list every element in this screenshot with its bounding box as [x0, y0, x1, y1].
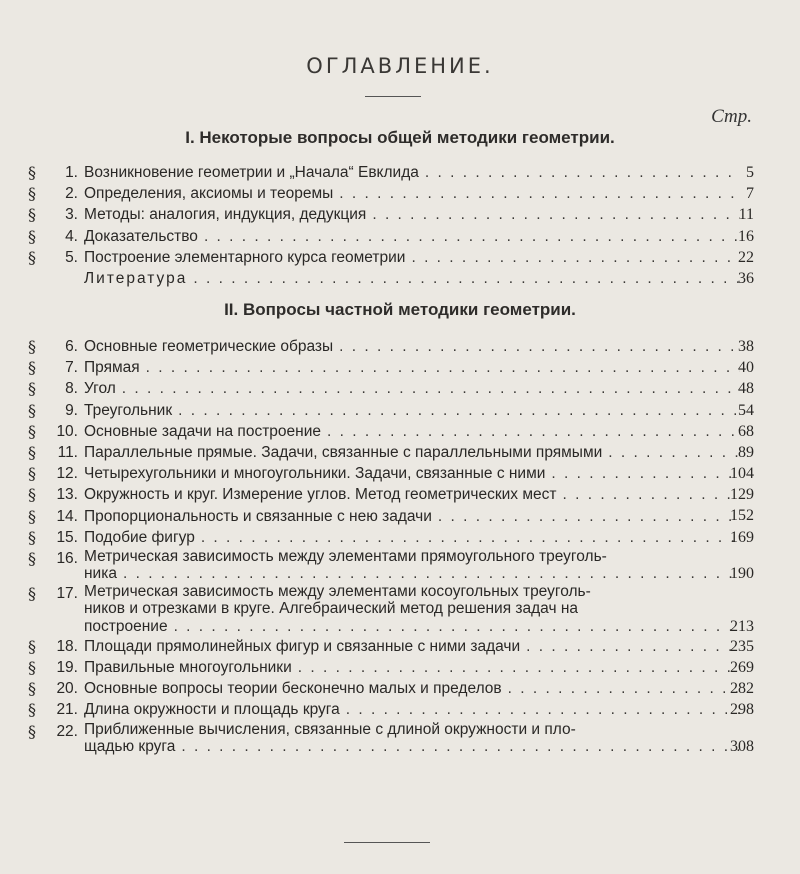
toc-entry	[0, 247, 800, 268]
entry-title-line: Доказательство	[84, 227, 198, 245]
section-symbol: §	[28, 421, 36, 441]
entry-title-line: Методы: аналогия, индукция, дедукция	[84, 206, 367, 224]
section-number: 21.	[56, 701, 78, 719]
literature-entry	[0, 268, 800, 289]
section-symbol: §	[28, 163, 36, 182]
entry-title-line: щадью круга	[84, 738, 176, 756]
page-number: 308	[730, 738, 754, 756]
section-number: 7.	[65, 359, 78, 377]
page-number: 129	[730, 486, 754, 504]
section-symbol: §	[28, 485, 36, 505]
section-symbol: §	[28, 721, 36, 741]
entry-title-line: Приближенные вычисления, связанные с длиной окружности и пло-	[84, 720, 576, 738]
section-symbol: §	[28, 636, 36, 656]
section-symbol: §	[28, 464, 36, 484]
section-symbol: §	[28, 226, 36, 246]
dot-leader	[425, 162, 740, 183]
entry-title-line: Треугольник	[84, 401, 173, 419]
footer-rule	[344, 842, 430, 843]
page-number: 282	[730, 680, 754, 698]
page-number: 152	[730, 507, 754, 525]
toc-entry	[0, 226, 800, 247]
toc-entry	[0, 357, 800, 378]
entry-title-line: Правильные многоугольники	[84, 659, 292, 677]
section-number: 3.	[65, 206, 78, 224]
section-number: 19.	[56, 659, 78, 677]
dot-leader	[178, 400, 740, 421]
page-number: 190	[730, 565, 754, 583]
section-symbol: §	[28, 247, 36, 267]
section-number: 17.	[56, 584, 78, 602]
entry-title-line: Длина окружности и площадь круга	[84, 701, 340, 719]
section-symbol: §	[28, 442, 36, 462]
page-number: 169	[730, 528, 754, 546]
toc-entry	[0, 699, 800, 720]
toc-entry	[0, 506, 800, 527]
page-number: 36	[738, 269, 754, 287]
section-number: 18.	[56, 637, 78, 655]
section-number: 9.	[65, 401, 78, 419]
entry-title-line: Литература	[84, 269, 188, 287]
toc-entry	[0, 442, 800, 463]
section-number: 4.	[65, 227, 78, 245]
section-number: 10.	[56, 422, 78, 440]
section-number: 2.	[65, 185, 78, 203]
toc-entry	[0, 463, 800, 484]
entry-title-line: Четырехугольники и многоугольники. Задачи, связанные с ними	[84, 465, 546, 483]
toc-entry	[0, 527, 800, 548]
section-symbol: §	[28, 679, 36, 699]
page-number: 269	[730, 659, 754, 677]
title-underline	[365, 96, 421, 97]
dot-leader	[551, 463, 740, 484]
section-symbol: §	[28, 506, 36, 526]
toc-entry	[0, 400, 800, 421]
dot-leader	[508, 678, 740, 699]
dot-leader	[123, 565, 740, 583]
entry-title-line: Параллельные прямые. Задачи, связанные с параллельными прямыми	[84, 443, 603, 461]
page-number: 89	[738, 443, 754, 461]
dot-leader	[372, 204, 740, 225]
dot-leader	[122, 378, 740, 399]
toc-entry	[0, 484, 800, 505]
section-number: 11.	[57, 443, 78, 461]
section-number: 5.	[65, 248, 78, 266]
toc-entry	[0, 421, 800, 442]
page-number: 48	[738, 380, 754, 398]
entry-title-line: ников и отрезками в круге. Алгебраический метод решения задач на	[84, 600, 579, 618]
dot-leader	[327, 421, 740, 442]
toc-entry	[0, 636, 800, 657]
dot-leader	[204, 226, 740, 247]
section-number: 22.	[56, 722, 78, 740]
entry-title-line: Угол	[84, 380, 116, 398]
dot-leader	[438, 506, 740, 527]
toc-entry	[0, 378, 800, 399]
part1-heading: I. Некоторые вопросы общей методики геометрии.	[185, 128, 615, 147]
section-number: 16.	[56, 549, 78, 567]
page-number: 11	[738, 206, 754, 224]
dot-leader	[298, 657, 740, 678]
page-number: 7	[746, 185, 754, 203]
section-number: 6.	[65, 338, 78, 355]
dot-leader	[339, 336, 740, 357]
entry-title-line: ника	[84, 565, 117, 583]
page-number: 16	[738, 227, 754, 245]
entry-title-line: Основные задачи на построение	[84, 422, 321, 440]
section-symbol: §	[28, 205, 36, 225]
toc-entry	[0, 336, 800, 357]
page-number: 104	[730, 465, 754, 483]
dot-leader	[193, 268, 740, 289]
entry-title-line: Подобие фигур	[84, 528, 195, 546]
section-number: 20.	[56, 680, 78, 698]
dot-leader	[201, 527, 740, 548]
section-number: 13.	[56, 486, 78, 504]
page-number: 298	[730, 701, 754, 719]
section-number: 14.	[56, 507, 78, 525]
entry-title-line: Прямая	[84, 359, 140, 377]
section-number: 8.	[65, 380, 78, 398]
part1-list	[0, 162, 800, 289]
page-number: 235	[730, 637, 754, 655]
entry-title-line: Возникновение геометрии и „Начала“ Евклида	[84, 164, 419, 181]
dot-leader	[411, 247, 740, 268]
dot-leader	[526, 636, 740, 657]
page-number: 38	[738, 337, 754, 355]
part2-list	[0, 336, 800, 756]
entry-title-line: Метрическая зависимость между элементами косоугольных треуголь-	[84, 582, 591, 600]
page-number: 54	[738, 401, 754, 419]
toc-entry	[0, 183, 800, 204]
section-symbol: §	[28, 583, 36, 603]
section-symbol: §	[28, 184, 36, 204]
toc-entry	[0, 721, 800, 756]
section-symbol: §	[28, 358, 36, 378]
section-number: 15.	[56, 528, 78, 546]
section-symbol: §	[28, 658, 36, 678]
toc-entry	[0, 657, 800, 678]
entry-title-line: Площади прямолинейных фигур и связанные с ними задачи	[84, 637, 521, 655]
section-symbol: §	[28, 548, 36, 568]
section-number: 1.	[65, 164, 78, 181]
page-number: 68	[738, 422, 754, 440]
section-symbol: §	[28, 527, 36, 547]
toc-entry	[0, 162, 800, 183]
dot-leader	[174, 618, 740, 636]
section-symbol: §	[28, 400, 36, 420]
dot-leader	[146, 357, 740, 378]
page-number: 22	[738, 248, 754, 266]
dot-leader	[339, 183, 740, 204]
page-number: 5	[746, 163, 754, 181]
toc-entry	[0, 548, 800, 583]
entry-title-line: Построение элементарного курса геометрии	[84, 248, 406, 266]
toc-entry	[0, 204, 800, 225]
entry-title-line: Основные геометрические образы	[84, 338, 334, 355]
entry-title-line: Определения, аксиомы и теоремы	[84, 185, 334, 203]
page-number: 213	[730, 618, 754, 636]
entry-title-line: Окружность и круг. Измерение углов. Метод геометрических мест	[84, 486, 557, 504]
part2-heading: II. Вопросы частной методики геометрии.	[224, 300, 576, 319]
dot-leader	[181, 738, 740, 756]
toc-entry	[0, 583, 800, 636]
entry-title-line: Метрическая зависимость между элементами прямоугольного треуголь-	[84, 547, 607, 565]
page-number: 40	[738, 359, 754, 377]
entry-title-line: построение	[84, 617, 168, 635]
dot-leader	[346, 699, 740, 720]
page-column-label: Стр.	[711, 106, 752, 127]
section-symbol: §	[28, 379, 36, 399]
page-title: ОГЛАВЛЕНИЕ.	[306, 54, 494, 78]
section-symbol: §	[28, 337, 36, 356]
entry-title-line: Основные вопросы теории бесконечно малых и пределов	[84, 680, 502, 698]
section-number: 12.	[56, 465, 78, 483]
entry-title-line: Пропорциональность и связанные с нею задачи	[84, 507, 432, 525]
section-symbol: §	[28, 700, 36, 720]
toc-entry	[0, 678, 800, 699]
